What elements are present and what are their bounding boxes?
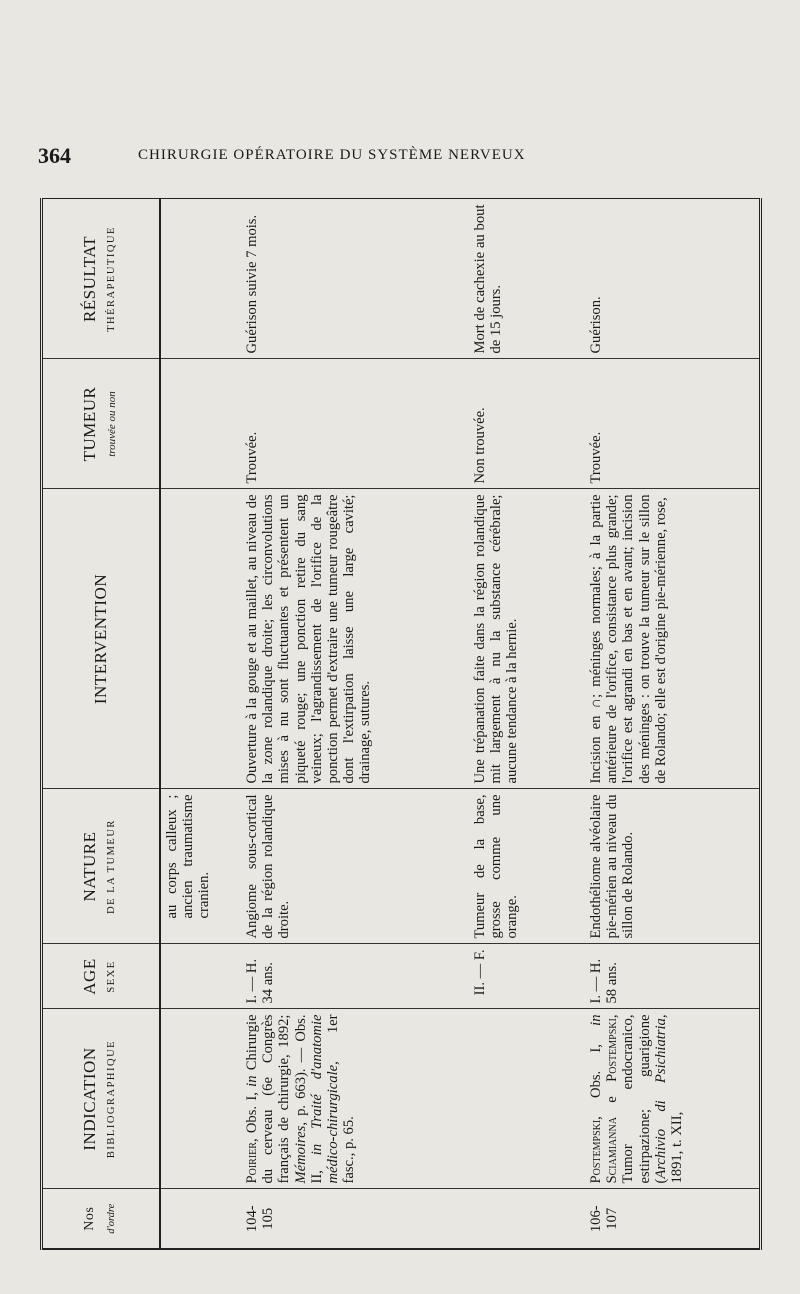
cell-resultat: Guérison suivie 7 mois. <box>241 199 469 359</box>
col-header-nature: NATURE DE LA TUMEUR <box>42 789 161 944</box>
page-number: 364 <box>38 143 71 168</box>
table-header-row <box>42 199 161 1249</box>
col-header-intervention: INTERVENTION <box>42 489 161 789</box>
cell-age: II. — F. <box>469 944 585 1009</box>
cell-nature: Tumeur de la base, grosse comme une orange. <box>469 789 585 944</box>
rotated-table-container <box>40 200 762 1250</box>
cell-num: 104-105 <box>241 1189 469 1249</box>
table-row <box>469 199 585 1249</box>
cell-num: 106-107 <box>585 1189 761 1249</box>
cell-age: I. — H. 34 ans. <box>241 944 469 1009</box>
cell-indication: Postempski, Obs. I, in Sciamianna e Postempski, Tumor endocranico, estirpazione; guarigione (Archivio di Psichiatria, 1891, t. XII, <box>585 1009 761 1189</box>
cell-resultat: Guérison. <box>585 199 761 359</box>
cell-intervention: Incision en ∩; méninges normales; à la partie antérieure de l'orifice, consistance plus grande; l'orifice est agrandi en bas et en avant; incision des méninges : on trouve la tumeur sur le sillon de Rolando; elle est d'origine pie-mérienne, rose, <box>585 489 761 789</box>
col-header-tumeur: TUMEUR trouvée ou non <box>42 359 161 489</box>
table-row <box>241 199 469 1249</box>
cell-intervention: Ouverture à la gouge et au maillet, au niveau de la zone rolandique droite; les circonvolutions mises à nu sont fluctuantes et présentent un piqueté rouge; une ponction retire du sang veineux; l'agrandissement de l'orifice de la ponction permet d'extraire une tumeur rougeâtre dont l'extirpation laisse une large cavité; drainage, sutures. <box>241 489 469 789</box>
table-row-continuation <box>160 199 241 1249</box>
cell-nature: Endothéliome alvéolaire pie-mérien au niveau du sillon de Rolando. <box>585 789 761 944</box>
running-title: CHIRURGIE OPÉRATOIRE DU SYSTÈME NERVEUX <box>138 147 526 163</box>
cell-age: I. — H. 58 ans. <box>585 944 761 1009</box>
col-header-num: Nos d'ordre <box>42 1189 161 1249</box>
cell-nature: au corps calleux ; ancien traumatisme cranien. <box>160 789 241 944</box>
cell-tumeur: Trouvée. <box>241 359 469 489</box>
table-row <box>585 199 761 1249</box>
col-header-indication: INDICATION BIBLIOGRAPHIQUE <box>42 1009 161 1189</box>
cell-nature: Angiome sous-cortical de la région rolandique droite. <box>241 789 469 944</box>
cell-tumeur: Non trouvée. <box>469 359 585 489</box>
cell-indication <box>469 1009 585 1189</box>
cell-resultat: Mort de cachexie au bout de 15 jours. <box>469 199 585 359</box>
cell-num <box>469 1189 585 1249</box>
cell-tumeur: Trouvée. <box>585 359 761 489</box>
col-header-resultat: RÉSULTAT THÉRAPEUTIQUE <box>42 199 161 359</box>
cell-indication: Poirier, Obs. I, in Chirurgie du cerveau (6e Congrès français de chirurgie, 1892; Mémoires, p. 663). — Obs. II, in Traité d'anatomie médico-chirurgicale, 1er fasc., p. 65. <box>241 1009 469 1189</box>
col-header-age: AGE SEXE <box>42 944 161 1009</box>
tumor-cases-table <box>40 199 762 1251</box>
page-header <box>38 143 758 173</box>
cell-intervention: Une trépanation faite dans la région rolandique mit largement à nu la substance cérébrale; aucune tendance à la hernie. <box>469 489 585 789</box>
